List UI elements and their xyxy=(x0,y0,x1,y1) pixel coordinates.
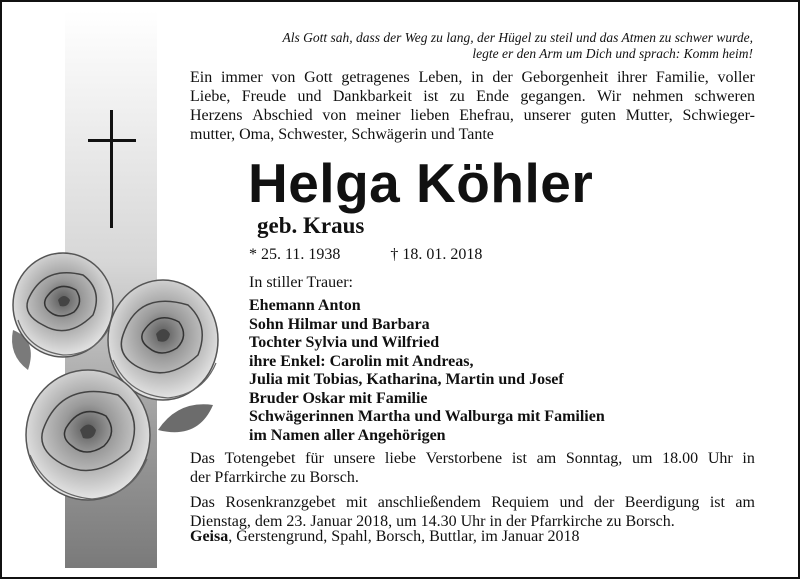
mourner-line: ihre Enkel: Carolin mit Andreas, xyxy=(249,352,474,370)
word: in xyxy=(471,69,484,86)
word: ihrer xyxy=(616,69,648,86)
word: guten xyxy=(580,107,617,124)
places-rest: , Gerstengrund, Spahl, Borsch, Buttlar, im Januar 2018 xyxy=(228,528,580,545)
word: Wir xyxy=(596,88,622,105)
word: Abschied xyxy=(252,107,313,124)
birth-date: * 25. 11. 1938 xyxy=(249,246,341,263)
mourner-line: Schwägerinnen Martha und Walburga mit Familien xyxy=(249,408,605,425)
quote-line: Als Gott sah, dass der Weg zu lang, der Hügel zu steil und das Atmen zu schwer wurde, xyxy=(282,30,753,45)
word: Das xyxy=(190,450,215,467)
word: Verstorbene xyxy=(425,450,503,467)
service-info xyxy=(190,449,755,531)
word: meiner xyxy=(356,107,401,124)
mourner-line: Ehemann Anton xyxy=(249,297,361,314)
intro-line xyxy=(190,87,755,106)
mourner-line: Bruder Oskar mit Familie xyxy=(249,389,428,407)
word: voller xyxy=(717,69,755,86)
word: und xyxy=(559,494,584,511)
word: in xyxy=(742,450,755,467)
word: für xyxy=(305,450,324,467)
intro-text xyxy=(190,68,755,144)
word: Requiem xyxy=(491,494,550,511)
service-line xyxy=(190,449,755,468)
intro-line xyxy=(190,106,755,125)
word: anschließendem xyxy=(377,494,481,511)
deceased-name: Helga Köhler xyxy=(248,152,594,214)
word: 18.00 xyxy=(662,450,699,467)
mourner-line: Sohn Hilmar und Barbara xyxy=(249,315,430,333)
rose-bottom xyxy=(26,370,150,500)
word: Totengebet xyxy=(224,450,296,467)
word: Mutter, xyxy=(625,107,673,124)
places-bold: Geisa xyxy=(190,528,229,545)
intro-line xyxy=(190,68,755,87)
service-line-last: Dienstag, dem 23. Januar 2018, um 14.30 Uhr in der Pfarrkirche zu Borsch. xyxy=(190,513,675,530)
word: Liebe, xyxy=(190,88,231,105)
word: der xyxy=(492,69,513,86)
word: ist xyxy=(423,88,439,105)
word: Herzens xyxy=(190,107,243,124)
cross-icon xyxy=(88,110,136,228)
word: mit xyxy=(345,494,368,511)
word: Das xyxy=(190,494,215,511)
word: Gott xyxy=(304,69,333,86)
mourner-line: im Namen aller Angehörigen xyxy=(249,426,446,444)
word: Uhr xyxy=(707,450,733,467)
word: unsere xyxy=(333,450,376,467)
word: Freude xyxy=(241,88,287,105)
word: unserer xyxy=(523,107,571,124)
service-line-last: der Pfarrkirche zu Borsch. xyxy=(190,469,359,486)
word: Schwieger- xyxy=(682,107,755,124)
word: getragenes xyxy=(341,69,410,86)
word: Ehefrau, xyxy=(459,107,514,124)
word: immer xyxy=(220,69,263,86)
rose-top xyxy=(13,253,113,357)
word: schweren xyxy=(694,88,755,105)
word: am xyxy=(536,450,557,467)
word: lieben xyxy=(410,107,450,124)
word: und xyxy=(297,88,322,105)
word: Ende xyxy=(476,88,510,105)
word: Rosenkranzgebet xyxy=(225,494,336,511)
word: Geborgenheit xyxy=(521,69,609,86)
word: Sonntag, xyxy=(565,450,623,467)
maiden-name: geb. Kraus xyxy=(257,213,365,238)
word: Ein xyxy=(190,69,213,86)
word: am xyxy=(735,494,755,511)
word: ist xyxy=(511,450,527,467)
word: Familie, xyxy=(655,69,709,86)
mourner-line: Julia mit Tobias, Katharina, Martin und Josef xyxy=(249,371,564,388)
intro-line-last: mutter, Oma, Schwester, Schwägerin und Tante xyxy=(190,126,494,143)
word: zu xyxy=(449,88,465,105)
mourners-list xyxy=(249,297,605,445)
quote-line: legte er den Arm um Dich und sprach: Komm heim! xyxy=(472,46,753,61)
roses-image xyxy=(8,250,220,510)
mourning-label: In stiller Trauer: xyxy=(249,274,353,291)
word: nehmen xyxy=(632,88,684,105)
service-line xyxy=(190,493,755,512)
death-date: † 18. 01. 2018 xyxy=(390,246,483,263)
word: von xyxy=(271,69,296,86)
word: liebe xyxy=(384,450,417,467)
word: der xyxy=(593,494,615,511)
word: ist xyxy=(709,494,725,511)
word: um xyxy=(632,450,653,467)
word: Leben, xyxy=(418,69,463,86)
word: von xyxy=(322,107,347,124)
quote xyxy=(190,30,753,62)
word: Dankbarkeit xyxy=(332,88,412,105)
word: Beerdigung xyxy=(624,494,700,511)
places-line xyxy=(190,527,580,547)
mourner-line: Tochter Sylvia und Wilfried xyxy=(249,334,440,351)
word: gegangen. xyxy=(520,88,586,105)
life-dates xyxy=(249,245,482,265)
